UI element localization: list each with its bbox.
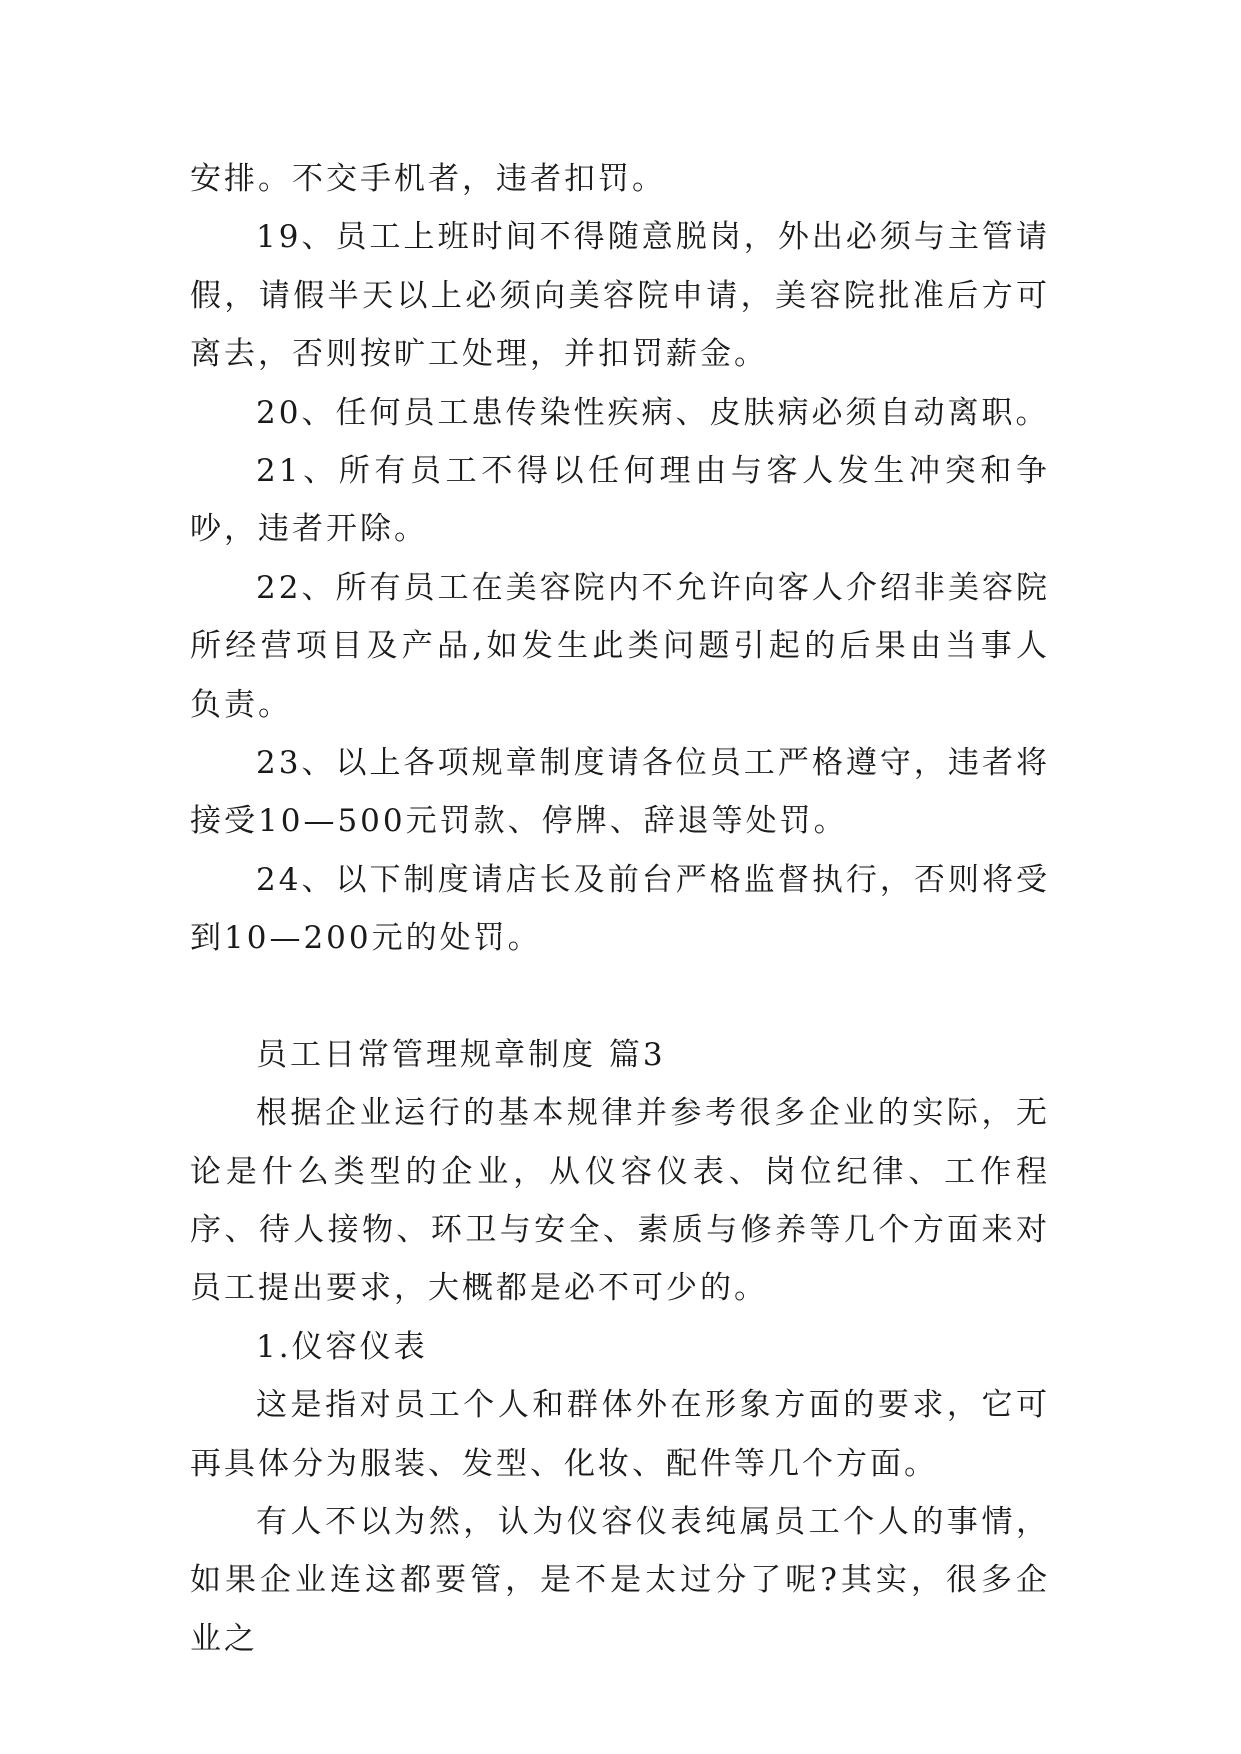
- paragraph-rule-19: 19、员工上班时间不得随意脱岗，外出必须与主管请假，请假半天以上必须向美容院申请，美容院批准后方可离去，否则按旷工处理，并扣罚薪金。: [190, 219, 1050, 373]
- paragraph-continuation: 安排。不交手机者，违者扣罚。: [190, 161, 666, 197]
- subheading-appearance: 1.仪容仪表: [256, 1328, 428, 1365]
- paragraph-appearance-discussion: 有人不以为然，认为仪容仪表纯属员工个人的事情，如果企业连这都要管，是不是太过分了呢?其实，很多企业之: [190, 1503, 1050, 1657]
- paragraph-rule-21: 21、所有员工不得以任何理由与客人发生冲突和争吵，违者开除。: [190, 453, 1050, 548]
- paragraph-intro: 根据企业运行的基本规律并参考很多企业的实际，无论是什么类型的企业，从仪容仪表、岗位纪律、工作程序、待人接物、环卫与安全、素质与修养等几个方面来对员工提出要求，大概都是必不可少的。: [190, 1095, 1050, 1307]
- paragraph-appearance-definition: 这是指对员工个人和群体外在形象方面的要求，它可再具体分为服装、发型、化妆、配件等几个方面。: [190, 1387, 1050, 1482]
- section-heading: 员工日常管理规章制度 篇3: [256, 1036, 666, 1073]
- paragraph-rule-22: 22、所有员工在美容院内不允许向客人介绍非美容院所经营项目及产品,如发生此类问题引起的后果由当事人负责。: [190, 569, 1050, 723]
- paragraph-rule-20: 20、任何员工患传染性疾病、皮肤病必须自动离职。: [256, 394, 1050, 431]
- paragraph-rule-23: 23、以上各项规章制度请各位员工严格遵守，违者将接受10—500元罚款、停牌、辞退等处罚。: [190, 745, 1050, 840]
- document-body: [190, 150, 1050, 1668]
- paragraph-rule-24: 24、以下制度请店长及前台严格监督执行，否则将受到10—200元的处罚。: [190, 861, 1050, 957]
